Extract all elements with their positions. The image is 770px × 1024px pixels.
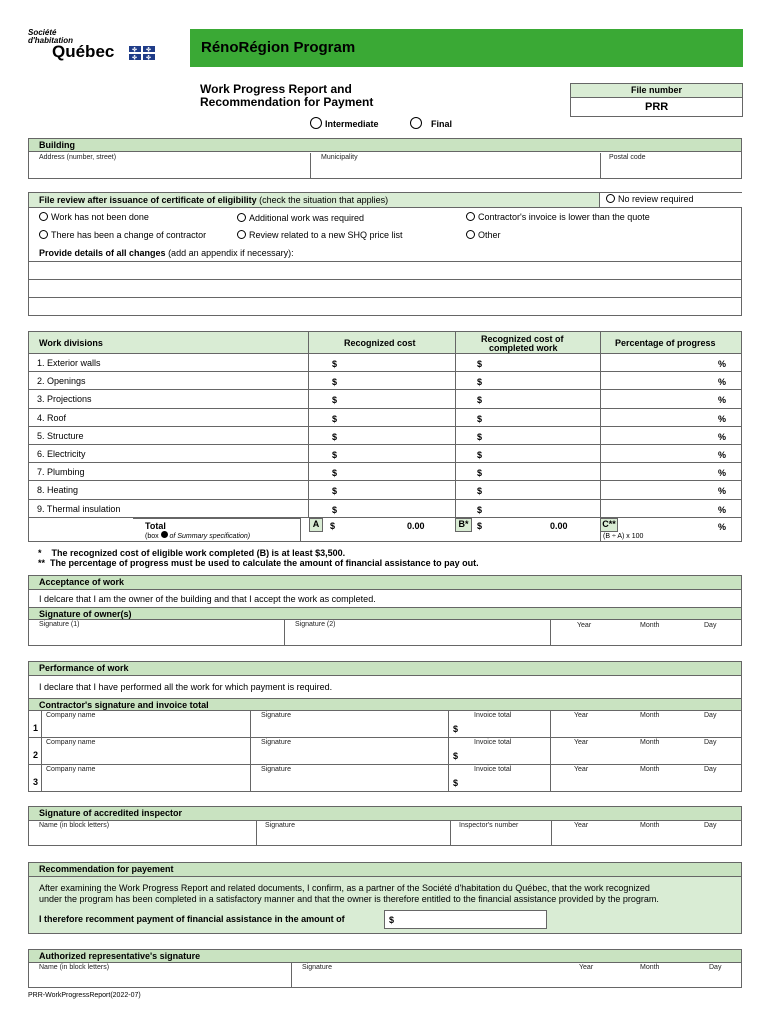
inspector-month[interactable]: Month	[640, 822, 660, 829]
work-row	[29, 481, 741, 499]
details-line-3[interactable]	[29, 297, 741, 315]
work-cost-field[interactable]: $	[332, 395, 338, 406]
inspector-signature-field[interactable]: Signature	[257, 821, 451, 845]
acceptance-section	[28, 575, 742, 646]
svg-text:✤: ✤	[132, 46, 138, 54]
contractor-month[interactable]: Month	[640, 712, 660, 719]
col-completed-1: Recognized cost of	[481, 334, 564, 344]
final-label: Final	[431, 119, 453, 129]
performance-section	[28, 661, 742, 792]
total-note: (box of Summary specification)	[145, 533, 251, 540]
total-b-currency: $	[477, 521, 483, 531]
acceptance-statement: I delcare that I am the owner of the building and that I accept the work as completed.	[39, 594, 376, 604]
work-cost-field[interactable]: $	[332, 468, 338, 479]
work-cost-field[interactable]: $	[332, 413, 338, 424]
final-radio[interactable]	[410, 117, 422, 129]
authorized-year[interactable]: Year	[579, 964, 594, 971]
logo-line1: Société	[28, 28, 57, 37]
contractor-month[interactable]: Month	[640, 766, 660, 773]
contractor-row	[29, 765, 741, 792]
option-not-done[interactable]	[39, 212, 149, 222]
no-review-radio[interactable]	[606, 194, 615, 203]
contractor-year[interactable]: Year	[574, 712, 589, 719]
owner-signature-header: Signature of owner(s)	[29, 607, 741, 620]
inspector-year[interactable]: Year	[574, 822, 589, 829]
svg-text:✤: ✤	[146, 46, 152, 54]
acceptance-day[interactable]: Day	[704, 622, 717, 629]
recommendation-body	[29, 877, 741, 933]
inspector-header: Signature of accredited inspector	[29, 807, 741, 821]
inspector-day[interactable]: Day	[704, 822, 717, 829]
total-label-box	[133, 518, 301, 541]
recommendation-header: Recommendation for payement	[29, 863, 741, 877]
invoice-lower-label: Contractor's invoice is lower than the quote	[478, 212, 650, 222]
work-completed-field[interactable]: $	[477, 504, 483, 515]
work-row	[29, 463, 741, 481]
svg-text:✤: ✤	[132, 54, 138, 60]
contractor-month[interactable]: Month	[640, 739, 660, 746]
authorized-signature-field[interactable]: Signature	[302, 964, 332, 971]
contractor-signature-field[interactable]: Signature	[251, 738, 449, 765]
work-cost-field[interactable]: $	[332, 377, 338, 388]
work-division-name: 9. Thermal insulation	[37, 503, 121, 514]
work-percentage-field[interactable]: %	[718, 377, 727, 388]
option-change-contractor[interactable]	[39, 230, 206, 240]
contractor-row-number: 2	[33, 750, 39, 760]
not-done-radio[interactable]	[39, 212, 48, 221]
change-contractor-radio[interactable]	[39, 230, 48, 239]
company-name-field[interactable]: Company name	[41, 711, 251, 738]
contractor-signature-header: Contractor's signature and invoice total	[29, 698, 741, 711]
work-completed-field[interactable]: $	[477, 413, 483, 424]
work-division-name: 1. Exterior walls	[37, 358, 101, 368]
col-percentage: Percentage of progress	[615, 338, 716, 348]
acceptance-header: Acceptance of work	[29, 576, 741, 590]
note-1: * The recognized cost of eligible work completed (B) is at least $3,500.	[38, 548, 346, 558]
option-price-list[interactable]	[237, 230, 403, 240]
report-title-line2: Recommendation for Payment	[200, 95, 374, 109]
contractor-year[interactable]: Year	[574, 766, 589, 773]
no-review-option[interactable]	[599, 193, 742, 207]
box-c-label: C**	[600, 518, 618, 532]
work-completed-field[interactable]: $	[477, 395, 483, 406]
details-line-2[interactable]	[29, 279, 741, 297]
logo-line3: Québec	[52, 42, 115, 61]
total-c-percent: %	[718, 522, 727, 532]
recommendation-section	[28, 862, 742, 934]
authorized-header: Authorized representative's signature	[29, 950, 741, 963]
work-division-name: 5. Structure	[37, 430, 84, 441]
work-division-name: 3. Projections	[37, 394, 92, 405]
box-a-label: A	[309, 518, 323, 532]
acceptance-month[interactable]: Month	[640, 622, 660, 629]
authorized-section	[28, 949, 742, 988]
details-line-1[interactable]	[29, 261, 741, 279]
option-additional[interactable]	[237, 213, 364, 223]
shq-logo	[28, 28, 158, 62]
box-number-icon	[161, 531, 168, 538]
col-cost: Recognized cost	[344, 338, 416, 348]
work-row	[29, 500, 741, 518]
file-number-label-bar	[571, 84, 742, 98]
option-other[interactable]	[466, 230, 501, 240]
file-number-box	[570, 83, 743, 117]
price-list-radio[interactable]	[237, 230, 246, 239]
building-header: Building	[29, 139, 741, 152]
signature-1-field[interactable]: Signature (1)	[29, 620, 285, 645]
quebec-flag-icon	[129, 46, 157, 60]
intermediate-label: Intermediate	[325, 119, 379, 129]
box-b-label: B*	[455, 518, 472, 532]
work-completed-field[interactable]: $	[477, 431, 483, 442]
work-row	[29, 372, 741, 390]
intermediate-radio[interactable]	[310, 117, 322, 129]
work-completed-field[interactable]: $	[477, 486, 483, 497]
work-table	[28, 331, 742, 542]
change-contractor-label: There has been a change of contractor	[51, 230, 207, 240]
work-completed-field[interactable]: $	[477, 377, 483, 388]
building-section	[28, 138, 742, 179]
file-number-value[interactable]: PRR	[645, 101, 669, 113]
contractor-signature-field[interactable]: Signature	[251, 711, 449, 738]
inspector-number-field[interactable]: Inspector's number	[451, 821, 552, 845]
work-cost-field[interactable]: $	[332, 450, 338, 460]
invoice-total-field[interactable]: Invoice total $	[449, 765, 551, 792]
contractor-signature-field[interactable]: Signature	[251, 765, 449, 792]
work-percentage-field[interactable]: %	[718, 486, 727, 497]
other-label: Other	[478, 230, 501, 240]
work-table-header	[29, 332, 741, 354]
recommendation-amount-field[interactable]: $	[384, 910, 547, 929]
authorized-day[interactable]: Day	[709, 964, 722, 971]
details-label: Provide details of all changes (add an appendix if necessary):	[39, 248, 294, 258]
contractor-row-number: 1	[33, 723, 39, 733]
col-divisions: Work divisions	[39, 338, 103, 348]
recommendation-text-2: under the program has been completed in a satisfactory manner and that the owner is therefore entitled to the financial assistance provided by the program.	[39, 894, 659, 904]
option-final[interactable]	[410, 117, 452, 129]
total-label: Total	[145, 521, 166, 531]
work-cost-field[interactable]: $	[332, 486, 338, 497]
program-title-bar	[190, 29, 743, 67]
work-percentage-field[interactable]: %	[718, 431, 727, 442]
municipality-label: Municipality	[321, 154, 358, 161]
postal-code-field[interactable]	[601, 153, 741, 179]
contractor-row	[29, 711, 741, 738]
work-row	[29, 427, 741, 445]
inspector-section	[28, 806, 742, 846]
work-cost-field[interactable]: $	[332, 504, 338, 515]
total-b-value[interactable]: 0.00	[550, 521, 568, 531]
work-row	[29, 409, 741, 427]
col-completed-2: completed work	[489, 343, 558, 353]
work-percentage-field[interactable]: %	[718, 395, 727, 406]
work-cost-field[interactable]: $	[332, 431, 338, 442]
invoice-total-field[interactable]: Invoice total $	[449, 738, 551, 765]
recommendation-text-1: After examining the Work Progress Report and related documents, I confirm, as a partner of the Société d'habitation du Québec, that the work recognized	[39, 883, 650, 893]
option-intermediate[interactable]	[310, 117, 379, 129]
work-percentage-field[interactable]: %	[718, 504, 727, 515]
program-title: RénoRégion Program	[201, 39, 356, 56]
recommendation-amount-label: I therefore recomment payment of financial assistance in the amount of	[39, 914, 345, 924]
no-review-label: No review required	[618, 194, 694, 204]
svg-text:✤: ✤	[146, 54, 152, 60]
work-completed-field[interactable]: $	[477, 450, 483, 460]
total-row	[29, 518, 741, 541]
performance-statement: I declare that I have performed all the work for which payment is required.	[39, 682, 333, 692]
formula: (B ÷ A) x 100	[603, 533, 644, 540]
acceptance-year[interactable]: Year	[577, 622, 592, 629]
performance-header: Performance of work	[29, 662, 741, 676]
file-review-title: File review after issuance of certificate of eligibility (check the situation that applies)	[39, 195, 389, 205]
authorized-month[interactable]: Month	[640, 964, 660, 971]
work-percentage-field[interactable]: %	[718, 450, 727, 460]
work-completed-field[interactable]: $	[477, 359, 483, 369]
contractor-row-number: 3	[33, 777, 39, 787]
municipality-field[interactable]	[311, 153, 601, 179]
total-a-currency: $	[330, 521, 336, 531]
work-percentage-field[interactable]: %	[718, 468, 727, 479]
price-list-label: Review related to a new SHQ price list	[249, 230, 403, 240]
postal-code-label: Postal code	[609, 154, 646, 161]
authorized-name-field[interactable]: Name (in block letters)	[29, 963, 292, 987]
invoice-lower-radio[interactable]	[466, 212, 475, 221]
not-done-label: Work has not been done	[51, 212, 149, 222]
additional-label: Additional work was required	[249, 213, 365, 223]
signature-2-field[interactable]: Signature (2)	[285, 620, 551, 645]
contractor-row	[29, 738, 741, 765]
work-division-name: 2. Openings	[37, 376, 86, 387]
work-row	[29, 354, 741, 372]
address-label: Address (number, street)	[39, 154, 117, 161]
file-review-header	[29, 193, 741, 208]
other-radio[interactable]	[466, 230, 475, 239]
additional-radio[interactable]	[237, 213, 246, 222]
contractor-day[interactable]: Day	[704, 739, 717, 746]
work-percentage-field[interactable]: %	[718, 413, 727, 424]
work-percentage-field[interactable]: %	[718, 359, 727, 369]
company-name-field[interactable]: Company name	[41, 765, 251, 792]
contractor-day[interactable]: Day	[704, 712, 717, 719]
option-invoice-lower[interactable]	[466, 212, 650, 222]
work-completed-field[interactable]: $	[477, 468, 483, 479]
logo-line2: d'habitation	[28, 36, 74, 45]
inspector-name-field[interactable]: Name (in block letters)	[29, 821, 257, 845]
file-number-label: File number	[630, 85, 682, 95]
address-field[interactable]	[29, 153, 311, 179]
total-a-value[interactable]: 0.00	[407, 521, 425, 531]
company-name-field[interactable]: Company name	[41, 738, 251, 765]
work-row	[29, 390, 741, 408]
invoice-total-field[interactable]: Invoice total $	[449, 711, 551, 738]
work-division-name: 8. Heating	[37, 485, 79, 496]
work-row	[29, 445, 741, 463]
note-2: ** The percentage of progress must be used to calculate the amount of financial assistance to pay out.	[38, 558, 479, 568]
file-review-section	[28, 192, 742, 316]
contractor-day[interactable]: Day	[704, 766, 717, 773]
form-code: PRR-WorkProgressReport(2022-07)	[28, 992, 141, 999]
work-cost-field[interactable]: $	[332, 359, 338, 369]
work-division-name: 4. Roof	[37, 412, 67, 423]
contractor-year[interactable]: Year	[574, 739, 589, 746]
report-title-line1: Work Progress Report and	[200, 82, 352, 96]
work-division-name: 6. Electricity	[37, 449, 86, 459]
work-division-name: 7. Plumbing	[37, 467, 85, 478]
